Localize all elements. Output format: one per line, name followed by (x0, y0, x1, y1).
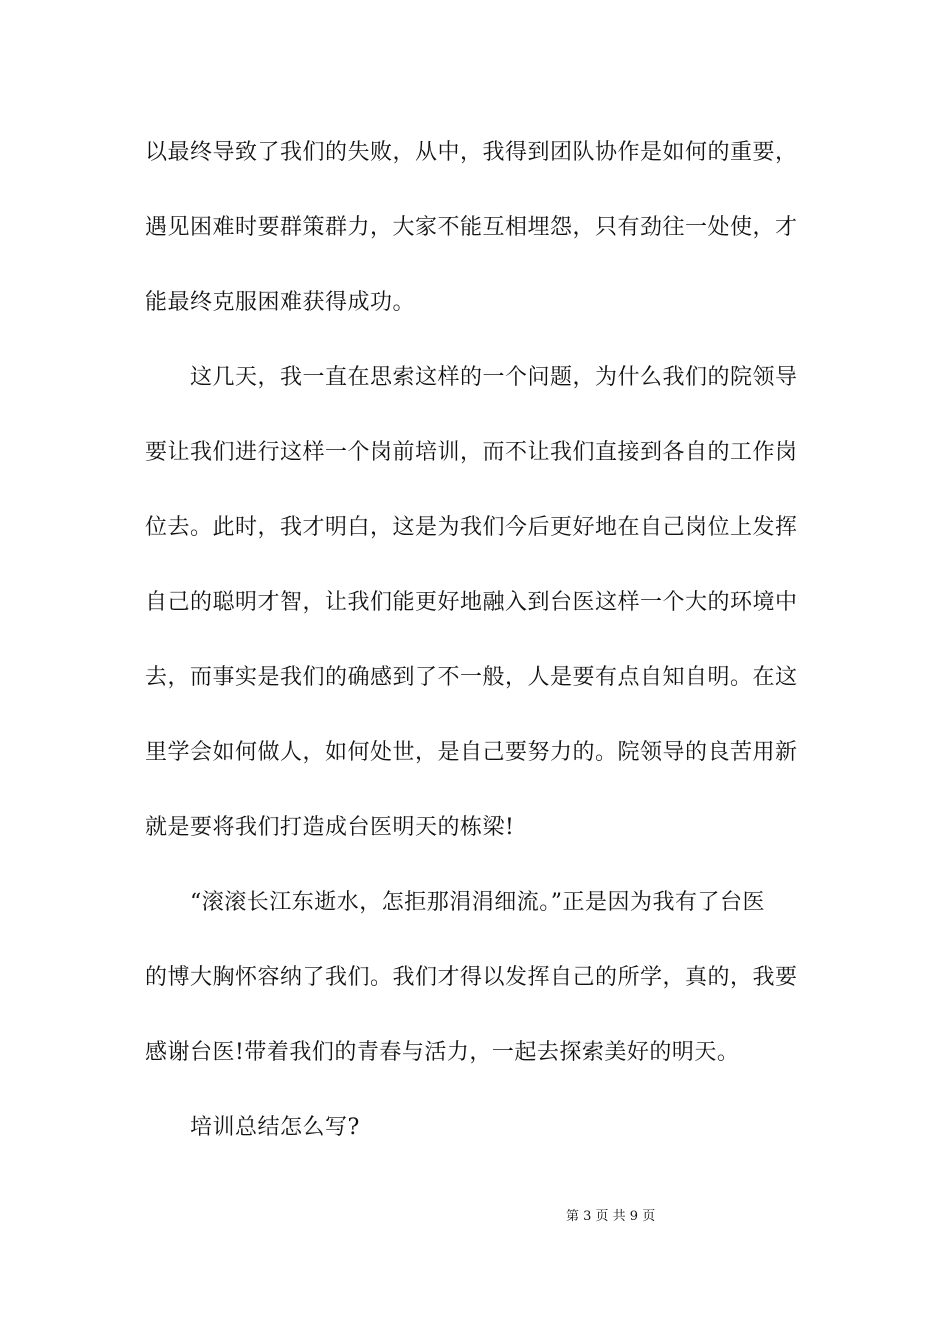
body-line: 位去。此时，我才明白，这是为我们今后更好地在自己岗位上发挥 (145, 515, 798, 540)
page-number-footer: 第 3 页 共 9 页 (566, 1209, 656, 1224)
body-line: 要让我们进行这样一个岗前培训，而不让我们直接到各自的工作岗 (145, 440, 798, 465)
body-line: 里学会如何做人，如何处世，是自己要努力的。院领导的良苦用新 (145, 740, 798, 765)
paragraph-start-line: “滚滚长江东逝水，怎拒那涓涓细流。”正是因为我有了台医 (190, 890, 765, 915)
section-heading-line: 培训总结怎么写? (190, 1115, 360, 1140)
paragraph-start-line: 这几天，我一直在思索这样的一个问题，为什么我们的院领导 (190, 365, 798, 390)
body-line: 的博大胸怀容纳了我们。我们才得以发挥自己的所学，真的，我要 (145, 965, 798, 990)
body-line: 遇见困难时要群策群力，大家不能互相埋怨，只有劲往一处使，才 (145, 215, 798, 240)
body-line: 去，而事实是我们的确感到了不一般，人是要有点自知自明。在这 (145, 665, 798, 690)
body-line: 以最终导致了我们的失败，从中，我得到团队协作是如何的重要， (145, 140, 798, 165)
body-line: 能最终克服困难获得成功。 (145, 290, 416, 315)
body-line: 就是要将我们打造成台医明天的栋梁! (145, 815, 515, 840)
body-line: 自己的聪明才智，让我们能更好地融入到台医这样一个大的环境中 (145, 590, 798, 615)
body-line: 感谢台医!带着我们的青春与活力，一起去探索美好的明天。 (145, 1040, 740, 1065)
